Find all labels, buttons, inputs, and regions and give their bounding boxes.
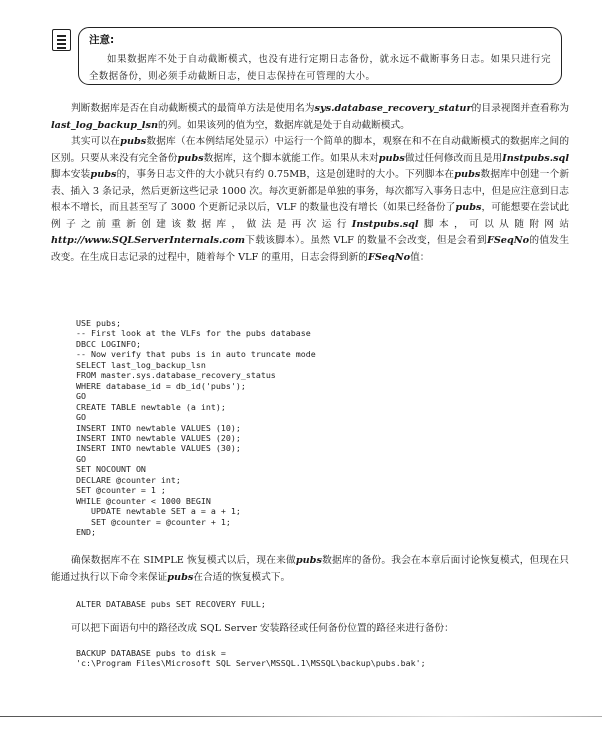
- code-block-recovery-full: ALTER DATABASE pubs SET RECOVERY FULL;: [76, 599, 266, 609]
- page-bottom-rule: [0, 716, 602, 717]
- paragraph-backup-intro: 确保数据库不在 SIMPLE 恢复模式以后，现在来做pubs数据库的备份。我会在本章后面讨论恢复模式，但现在只能通过执行以下命令来保证pubs在合适的恢复模式下。: [51, 555, 569, 583]
- paragraph-script-explanation: 其实可以在pubs数据库（在本例结尾处显示）中运行一个简单的脚本，观察在和不在自动截断模式的数据库之间的区别。只要从来没有完全备份pubs数据库，这个脚本就能工作。如果从未对pubs做过任何修改而且是用Instpubs.sql脚本安装pubs的，事务日志文件的大小就只有约 0.75MB，这是创建时的大小。下列脚本在pubs数据库中创建一个新表、插入 3 条记录，然后更新这些记录 1000 次。每次更新都是单独的事务，每次都写入事务日志中，但是应注意到日志根本不增长，而且甚至写了 3000 个更新记录以后，VLF 的数量也没有增长（如果已经备份了pubs，可能想要在尝试此例子之前重新创建该数据库，做法是再次运行Instpubs.sql脚本，可以从随附网站http://www.SQLServerInternals.com下载该脚本）。虽然 VLF 的数量不会改变，但是会看到FSeqNo的值发生改变。在生成日志记录的过程中，随着每个 VLF 的重用，日志会得到新的FSeqNo值：: [51, 136, 570, 263]
- note-icon: [52, 29, 71, 51]
- note-title: 注意:: [89, 34, 115, 46]
- note-callout: [52, 27, 562, 85]
- note-box: [78, 27, 562, 85]
- code-block-vlf-script: USE pubs; -- First look at the VLFs for the pubs database DBCC LOGINFO; -- Now verify that pubs is in auto truncate mode SELECT last_log_backup_lsn FROM master.sys.database_recovery_status WHERE database_id = db_id('pubs'); GO CREATE TABLE newtable (a int); GO INSERT INTO newtable VALUES (10); INSERT INTO newtable VALUES (20); INSERT INTO newtable VALUES (30); GO SET NOCOUNT ON DECLARE @counter int; SET @counter = 1 ; WHILE @counter < 1000 BEGIN UPDATE newtable SET a = a + 1; SET @counter = @counter + 1; END;: [76, 318, 316, 538]
- note-text: 如果数据库不处于自动截断模式，也没有进行定期日志备份，就永远不截断事务日志。如果只进行完全数据备份，则必须手动截断日志，使日志保持在可管理的大小。: [89, 54, 551, 82]
- code-block-backup-database: BACKUP DATABASE pubs to disk = 'c:\Program Files\Microsoft SQL Server\MSSQL.1\MSSQL\backup\pubs.bak';: [76, 648, 426, 669]
- paragraph-backup-path: 可以把下面语句中的路径改成 SQL Server 安装路径或任何备份位置的路径来进行备份：: [71, 623, 454, 634]
- paragraph-auto-truncate-check: 判断数据库是否在自动截断模式的最简单方法是使用名为sys.database_recovery_statur的目录视图并查看称为last_log_backup_lsn的列。如果该列的值为空，数据库就是处于自动截断模式。: [51, 103, 570, 131]
